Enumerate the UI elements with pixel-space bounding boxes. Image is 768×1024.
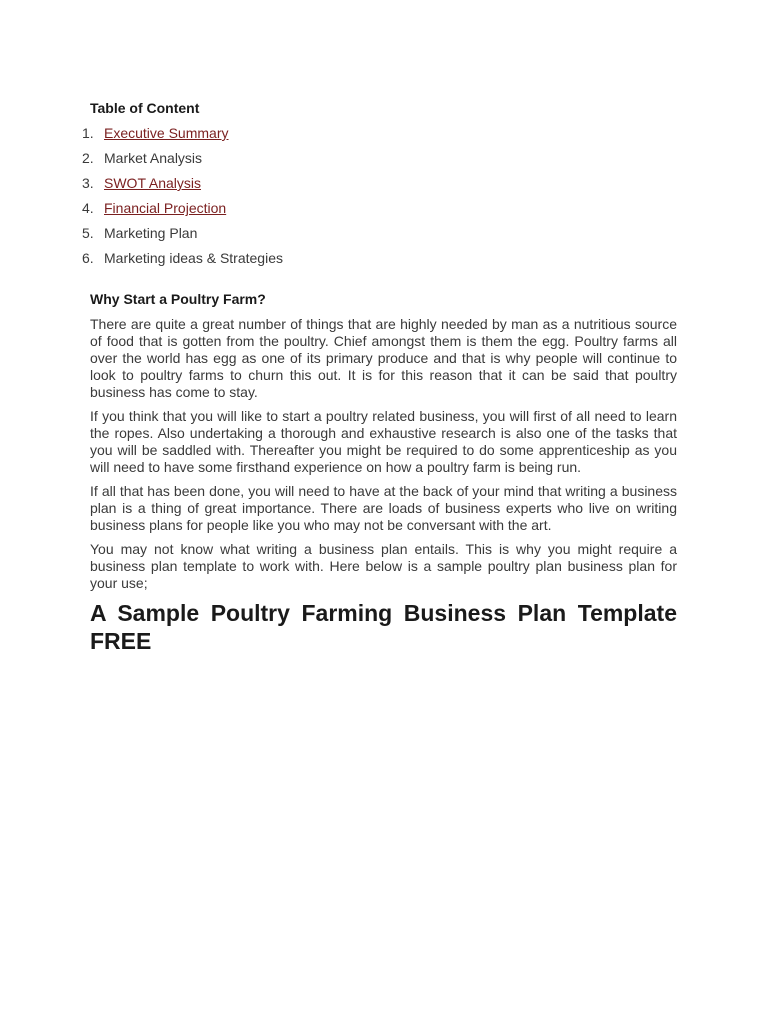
toc-item-number: 2. [82, 150, 94, 166]
toc-link-swot-analysis[interactable]: SWOT Analysis [104, 175, 201, 191]
toc-item-financial-projection[interactable] [82, 200, 677, 225]
toc-text-marketing-plan: Marketing Plan [104, 225, 198, 241]
paragraph: There are quite a great number of things that are highly needed by man as a nutritious source of food that is gotten from the poultry. Chief amongst them is them the egg. Poultry farms all over the world has egg as one of its primary produce and that is why people will continue to look to poultry farms to churn this out. It is for this reason that it can be said that poultry business has come to stay. [90, 316, 677, 400]
paragraph: If you think that you will like to start a poultry related business, you will first of all need to learn the ropes. Also undertaking a thorough and exhaustive research is also one of the tasks that you will be saddled with. Thereafter you might be required to do some apprenticeship as you will need to have some firsthand experience on how a poultry farm is being run. [90, 408, 677, 475]
paragraph: You may not know what writing a business plan entails. This is why you might require a business plan template to work with. Here below is a sample poultry plan business plan for your use; [90, 541, 677, 591]
toc-item-market-analysis [82, 150, 677, 175]
toc-item-marketing-plan [82, 225, 677, 250]
toc-item-executive-summary[interactable] [82, 125, 677, 150]
paragraph: If all that has been done, you will need to have at the back of your mind that writing a business plan is a thing of great importance. There are loads of business experts who live on writing business plans for people like you who may not be conversant with the art. [90, 483, 677, 533]
toc-item-number: 3. [82, 175, 94, 191]
toc-link-executive-summary[interactable]: Executive Summary [104, 125, 229, 141]
toc-item-swot-analysis[interactable] [82, 175, 677, 200]
toc-item-number: 1. [82, 125, 94, 141]
toc-item-number: 4. [82, 200, 94, 216]
toc-item-number: 6. [82, 250, 94, 266]
section-heading: Why Start a Poultry Farm? [90, 291, 266, 307]
toc-list [82, 125, 677, 275]
toc-item-marketing-ideas [82, 250, 677, 275]
toc-link-financial-projection[interactable]: Financial Projection [104, 200, 227, 216]
toc-item-number: 5. [82, 225, 94, 241]
toc-title: Table of Content [90, 100, 200, 116]
document-page [82, 100, 677, 655]
toc-text-market-analysis: Market Analysis [104, 150, 203, 166]
document-main-title: A Sample Poultry Farming Business Plan Template FREE [90, 600, 677, 654]
toc-text-marketing-ideas: Marketing ideas & Strategies [104, 250, 283, 266]
